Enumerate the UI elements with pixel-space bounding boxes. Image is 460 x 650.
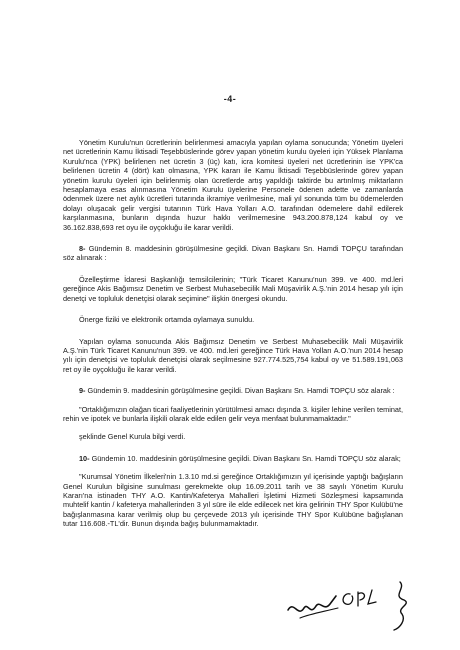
signature-3 (394, 582, 406, 630)
paragraph-auditor-result: Yapılan oylama sonucunda Akis Bağımsız Denetim ve Serbest Muhasebecilik Mali Müşavirlik A.Ş.'nin Türk Ticaret Kanunu'nun 399. ve 400. md.leri gereğince Türk Hava Yolları A.O.'nun 2014 hesap yılı için denetçisi ve topluluk denetçisi olarak seçilmesine 927.774.525,754 kabul oy ve 51.589.191,063 ret oy ile oyçokluğu ile karar verildi. (63, 336, 403, 374)
paragraph-guarantees-quote: "Ortaklığımızın olağan ticari faaliyetlerinin yürütülmesi amacı dışında 3. kişiler lehine verilen teminat, rehin ve ipotek ve bunlarla ilişkili olarak elde edilen gelir veya menfaat bulunmamaktadır." (63, 404, 403, 423)
signature-2 (343, 590, 376, 606)
agenda-9-text: Gündemin 9. maddesinin görüşülmesine geçildi. Divan Başkanı Sn. Hamdi TOPÇU söz alarak : (85, 386, 395, 396)
paragraph-info-given: şeklinde Genel Kurula bilgi verdi. (79, 432, 186, 442)
agenda-number-9: 9- (79, 386, 86, 396)
paragraph-donations-quote: "Kurumsal Yönetim İlkeleri'nin 1.3.10 md.si gereğince Ortaklığımızın yıl içerisinde yaptığı bağışların Genel Kurulun bilgisine sunulması gerekmekte olup 16.09.2011 tarih ve 38 sayılı Yönetim Kurulu Kararı'na istinaden THY A.O. Kantin/Kafeterya Mahalleri İşletimi Hizmeti Sözleşmesi kapsamında muhtelif kantin / kafeterya mahallerinden 3 yıl süre ile elde edilecek net kira gelirinin THY Spor Kulübü'ne bağışlanmasına karar verilmiş olup bu çerçevede 2013 yılı içerisinde THY Spor Kulübüne bağışlanan tutar 116.608.-TL'dir. Bunun dışında bağış bulunmamaktadır. (63, 472, 403, 529)
agenda-number-8: 8- (79, 244, 86, 254)
paragraph-agenda-8 (63, 244, 403, 263)
paragraph-agenda-10 (63, 454, 403, 463)
handwritten-signatures (280, 578, 430, 633)
paragraph-motion-auditor: Özelleştirme İdaresi Başkanlığı temsilcilerinin; "Türk Ticaret Kanunu'nun 399. ve 400. md.leri gereğince Akis Bağımsız Denetim ve Serbest Muhasebecilik Mali Müşavirlik A.Ş.'nin 2014 hesap yılı için denetçi ve topluluk denetçisi olarak seçimine" ilişkin önergesi okundu. (63, 274, 403, 303)
paragraph-vote-submitted: Önerge fiziki ve elektronik ortamda oylamaya sunuldu. (79, 315, 255, 325)
signature-1-tail (300, 608, 338, 618)
paragraph-remuneration: Yönetim Kurulu'nun ücretlerinin belirlenmesi amacıyla yapılan oylama sonucunda; Yönetim üyeleri net ücretlerinin Kamu İktisadi Teşebbüslerinde görev yapan yönetim kurulu üyeleri için Yüksek Planlama Kurulu'nca (YPK) belirlenen net ücretin 3 (üç) katı, icra komitesi üyeleri net ücretlerinin ise YPK'ca belirlenen ücretin 4 (dört) katı olmasına, YPK kararı ile Kamu İktisadi Teşebbüslerinde görev yapan yönetim kurulu üyeleri için belirlenmiş olan ücretlerde artış yapıldığı taktirde bu artırılmış miktarların hesaplamaya esas alınmasına Yönetim Kurulu üyelerine Personele ödenen adette ve zamanlarda ödenmek üzere net aylık ücretleri tutarında ikramiye verilmesine, mali yıl sonunda tüm bu ödemelerden dolayı oluşacak gelir vergisi tutarının Türk Hava Yolları A.O. tarafından ödemelere dahil edilerek karşılanmasına, bunların dışında huzur hakkı verilmemesine 943.200.878,124 kabul oy ve 36.162.838,693 ret oyu ile oyçokluğu ile karar verildi. (63, 138, 403, 232)
agenda-number-10: 10- (79, 453, 90, 463)
signature-1 (288, 596, 336, 611)
document-body (63, 138, 403, 529)
page-number: -4- (223, 94, 237, 104)
agenda-8-text: Gündemin 8. maddesinin görüşülmesine geçildi. Divan Başkanı Sn. Hamdi TOPÇU tarafından söz alınarak : (63, 244, 403, 263)
paragraph-agenda-9 (63, 386, 403, 395)
agenda-10-text: Gündemin 10. maddesinin görüşülmesine geçildi. Divan Başkanı Sn. Hamdi TOPÇU söz alarak; (89, 453, 401, 463)
